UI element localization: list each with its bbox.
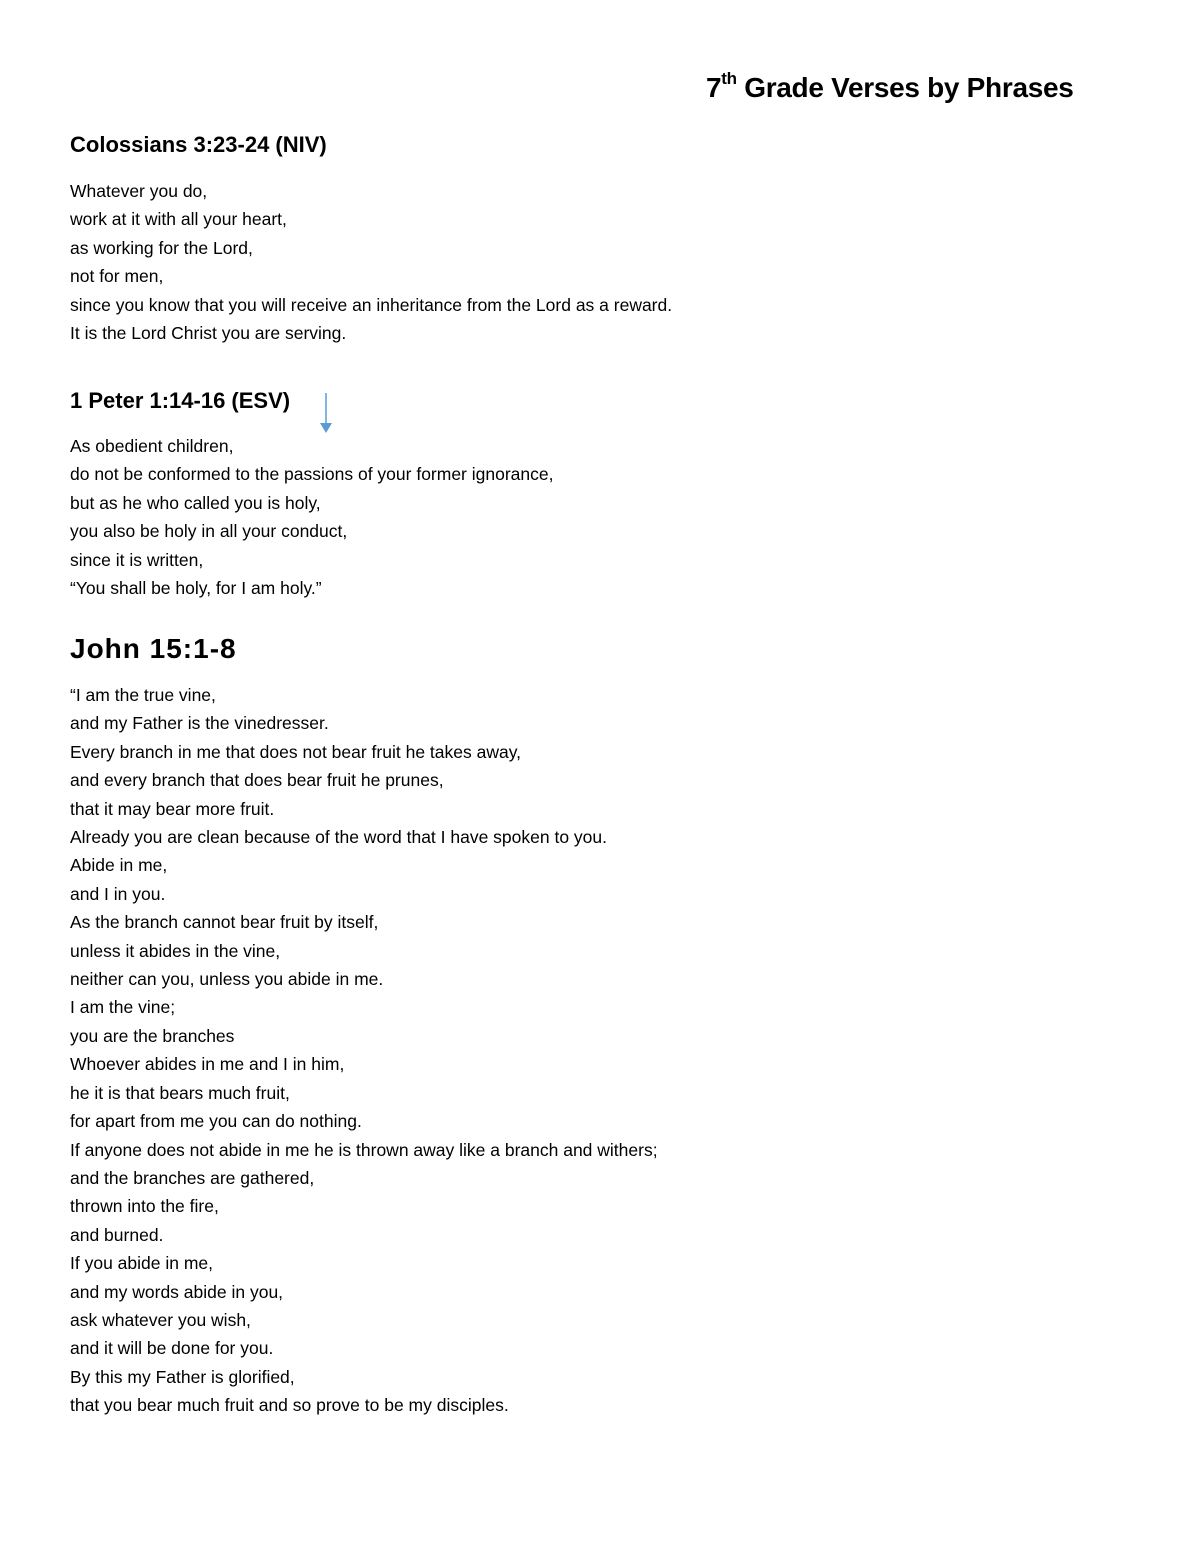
verse-lines (70, 681, 658, 1420)
verse-line: since you know that you will receive an inheritance from the Lord as a reward. (70, 294, 673, 315)
verse-line: Whoever abides in me and I in him, (70, 1054, 345, 1075)
verse-lines (70, 432, 553, 602)
section-colossians (70, 130, 672, 347)
verse-line: Every branch in me that does not bear fruit he takes away, (70, 741, 522, 762)
section-john (70, 631, 658, 1420)
verse-line: If anyone does not abide in me he is thrown away like a branch and withers; (70, 1139, 658, 1160)
verse-line: and my Father is the vinedresser. (70, 713, 329, 734)
verse-line: and burned. (70, 1224, 164, 1245)
verse-lines (70, 177, 672, 347)
verse-line: ask whatever you wish, (70, 1309, 251, 1330)
verse-line: and my words abide in you, (70, 1281, 284, 1302)
section-heading: 1 Peter 1:14-16 (ESV) (70, 388, 291, 413)
verse-line: unless it abides in the vine, (70, 940, 281, 961)
verse-line: Whatever you do, (70, 181, 208, 201)
verse-line: since it is written, (70, 549, 204, 570)
verse-line: not for men, (70, 266, 164, 287)
section-heading: John 15:1-8 (70, 633, 237, 664)
verse-line: you are the branches (70, 1025, 235, 1046)
verse-line: “You shall be holy, for I am holy.” (70, 578, 322, 599)
verse-line: I am the vine; (70, 997, 176, 1018)
verse-line: he it is that bears much fruit, (70, 1082, 290, 1103)
verse-line: but as he who called you is holy, (70, 492, 321, 513)
verse-line: you also be holy in all your conduct, (70, 521, 348, 542)
verse-line: as working for the Lord, (70, 237, 253, 258)
verse-line: and every branch that does bear fruit he prunes, (70, 770, 444, 791)
verse-line: that it may bear more fruit. (70, 798, 275, 819)
verse-line: for apart from me you can do nothing. (70, 1111, 362, 1132)
verse-line: that you bear much fruit and so prove to be my disciples. (70, 1395, 509, 1416)
verse-line: and I in you. (70, 883, 166, 904)
section-heading: Colossians 3:23-24 (NIV) (70, 132, 327, 157)
verse-line: work at it with all your heart, (70, 209, 287, 230)
verse-line: and the branches are gathered, (70, 1167, 315, 1188)
section-1-peter (70, 386, 553, 602)
verse-line: Already you are clean because of the word that I have spoken to you. (70, 827, 608, 848)
verse-line: As the branch cannot bear fruit by itself, (70, 912, 379, 933)
verse-line: neither can you, unless you abide in me. (70, 969, 384, 990)
document-title: 7th Grade Verses by Phrases (706, 69, 1074, 103)
verse-line: Abide in me, (70, 855, 168, 876)
verse-line: If you abide in me, (70, 1253, 213, 1274)
verse-line: and it will be done for you. (70, 1338, 274, 1359)
verse-line: It is the Lord Christ you are serving. (70, 323, 347, 344)
verse-line: As obedient children, (70, 436, 234, 456)
verse-line: “I am the true vine, (70, 685, 216, 705)
verse-line: thrown into the fire, (70, 1196, 219, 1217)
verse-line: do not be conformed to the passions of your former ignorance, (70, 464, 554, 485)
verse-line: By this my Father is glorified, (70, 1366, 295, 1387)
